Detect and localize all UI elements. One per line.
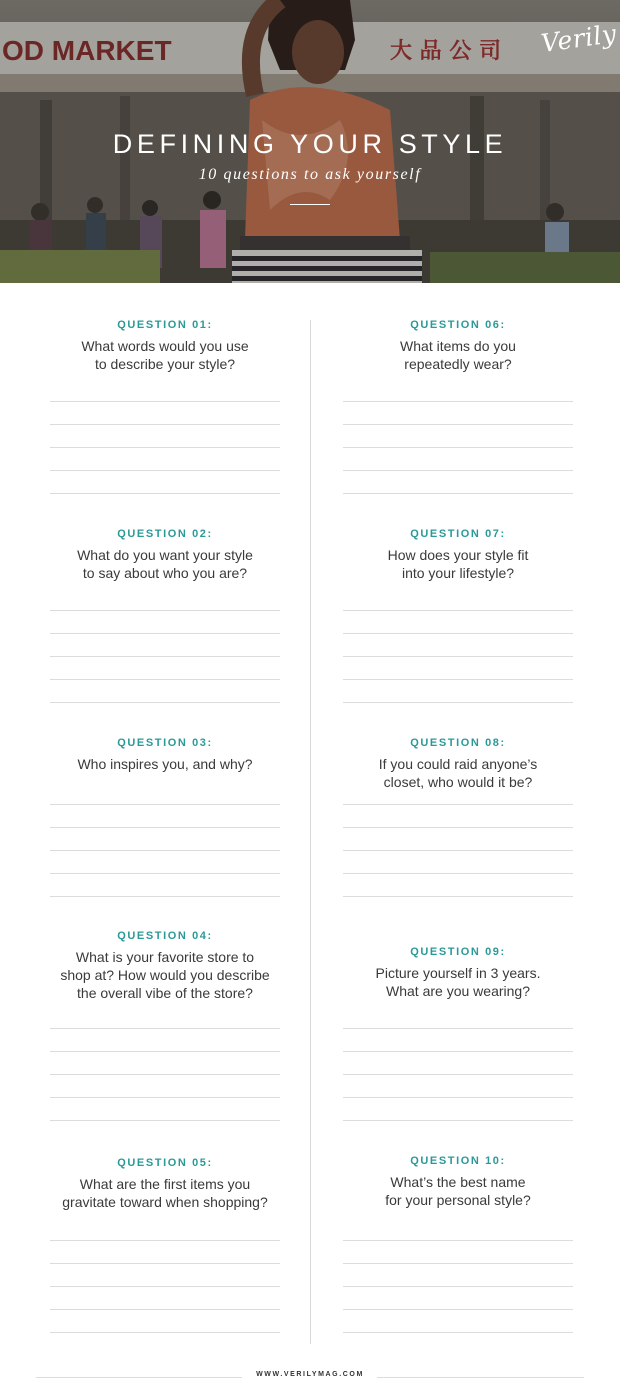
market-sign-cjk: 大 品 公 司: [390, 39, 501, 64]
answer-line[interactable]: [50, 873, 280, 874]
question-09: [343, 945, 573, 1000]
question-04: [50, 929, 280, 1002]
answer-line[interactable]: [50, 656, 280, 657]
answer-line[interactable]: [50, 1120, 280, 1121]
question-label: QUESTION 03:: [117, 737, 213, 749]
answer-line[interactable]: [50, 1286, 280, 1287]
column-divider: [310, 320, 311, 1344]
answer-line[interactable]: [343, 1263, 573, 1264]
answer-line[interactable]: [50, 470, 280, 471]
question-text: What words would you use to describe your style?: [81, 338, 249, 372]
answer-line[interactable]: [343, 1051, 573, 1052]
answer-line[interactable]: [50, 804, 280, 805]
question-text: What do you want your style to say about who you are?: [77, 547, 253, 581]
answer-line[interactable]: [50, 1309, 280, 1310]
answer-line[interactable]: [50, 896, 280, 897]
question-text: What are the first items you gravitate toward when shopping?: [62, 1176, 268, 1210]
answer-line[interactable]: [343, 633, 573, 634]
question-06: [343, 318, 573, 373]
answer-line[interactable]: [50, 401, 280, 402]
answer-line[interactable]: [50, 850, 280, 851]
question-03: [50, 736, 280, 773]
answer-line[interactable]: [50, 702, 280, 703]
answer-line[interactable]: [50, 424, 280, 425]
answer-line[interactable]: [50, 1263, 280, 1264]
answer-line[interactable]: [343, 702, 573, 703]
question-text: How does your style fit into your lifestyle?: [387, 547, 529, 581]
answer-line[interactable]: [50, 610, 280, 611]
answer-line[interactable]: [343, 470, 573, 471]
question-text: Picture yourself in 3 years. What are you wearing?: [375, 965, 541, 999]
market-sign-text: OD MARKET: [2, 35, 172, 66]
answer-line[interactable]: [50, 1332, 280, 1333]
question-text: What’s the best name for your personal style?: [385, 1174, 531, 1208]
answer-line[interactable]: [343, 804, 573, 805]
question-label: QUESTION 02:: [117, 528, 213, 540]
question-text: Who inspires you, and why?: [77, 756, 253, 772]
answer-line[interactable]: [50, 633, 280, 634]
answer-line[interactable]: [343, 1074, 573, 1075]
answer-line[interactable]: [343, 493, 573, 494]
answer-line[interactable]: [50, 493, 280, 494]
title-divider: [290, 204, 330, 205]
answer-line[interactable]: [50, 1097, 280, 1098]
question-label: QUESTION 04:: [117, 930, 213, 942]
answer-line[interactable]: [343, 1332, 573, 1333]
answer-line[interactable]: [343, 447, 573, 448]
answer-line[interactable]: [343, 896, 573, 897]
answer-line[interactable]: [50, 679, 280, 680]
answer-line[interactable]: [343, 610, 573, 611]
answer-line[interactable]: [343, 656, 573, 657]
answer-line[interactable]: [343, 401, 573, 402]
answer-line[interactable]: [343, 1286, 573, 1287]
hero-banner: [0, 0, 620, 283]
answer-line[interactable]: [50, 827, 280, 828]
question-01: [50, 318, 280, 373]
question-07: [343, 527, 573, 582]
answer-line[interactable]: [343, 850, 573, 851]
answer-line[interactable]: [343, 1097, 573, 1098]
question-label: QUESTION 10:: [410, 1155, 506, 1167]
question-label: QUESTION 05:: [117, 1157, 213, 1169]
question-10: [343, 1154, 573, 1209]
question-label: QUESTION 06:: [410, 319, 506, 331]
answer-line[interactable]: [343, 424, 573, 425]
question-text: What is your favorite store to shop at? How would you describe the overall vibe of the store?: [60, 949, 270, 1001]
question-label: QUESTION 08:: [410, 737, 506, 749]
question-text: What items do you repeatedly wear?: [400, 338, 516, 372]
question-label: QUESTION 07:: [410, 528, 506, 540]
answer-line[interactable]: [343, 1028, 573, 1029]
answer-line[interactable]: [50, 1028, 280, 1029]
question-02: [50, 527, 280, 582]
answer-line[interactable]: [50, 1051, 280, 1052]
answer-line[interactable]: [343, 827, 573, 828]
page-title: DEFINING YOUR STYLE: [112, 129, 508, 159]
verily-logo: Verily: [539, 18, 619, 59]
answer-line[interactable]: [50, 447, 280, 448]
answer-line[interactable]: [343, 873, 573, 874]
page-subtitle: 10 questions to ask yourself: [198, 166, 422, 183]
answer-line[interactable]: [50, 1240, 280, 1241]
question-label: QUESTION 09:: [410, 946, 506, 958]
answer-line[interactable]: [343, 1120, 573, 1121]
answer-line[interactable]: [343, 1309, 573, 1310]
question-text: If you could raid anyone’s closet, who would it be?: [378, 756, 538, 790]
answer-line[interactable]: [343, 1240, 573, 1241]
question-05: [50, 1156, 280, 1211]
answer-line[interactable]: [50, 1074, 280, 1075]
footer-url[interactable]: WWW.VERILYMAG.COM: [256, 1371, 364, 1378]
question-08: [343, 736, 573, 791]
question-label: QUESTION 01:: [117, 319, 213, 331]
answer-line[interactable]: [343, 679, 573, 680]
